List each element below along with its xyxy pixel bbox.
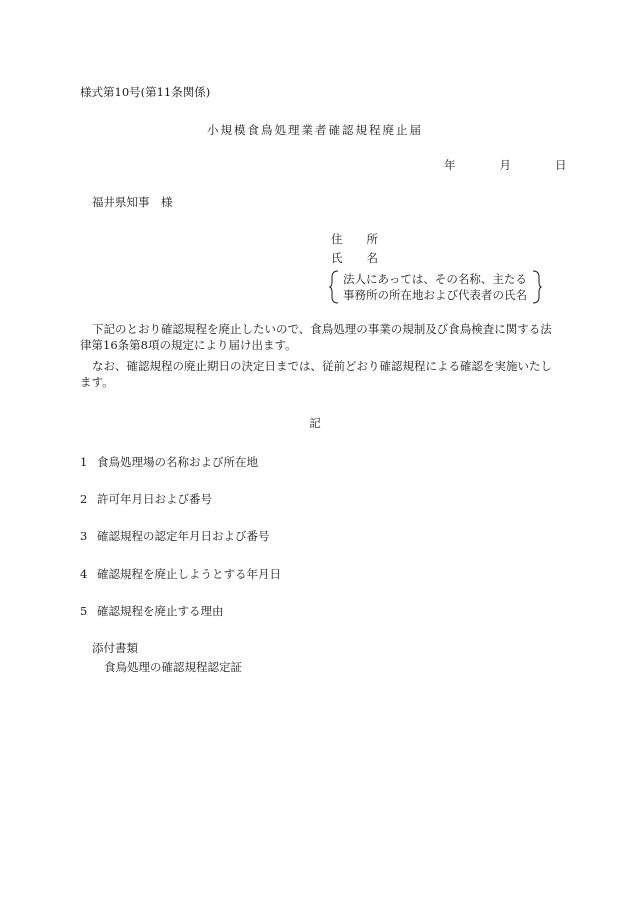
name-label: 氏 名 [331, 251, 378, 265]
list-item: 4 確認規程を廃止しようとする年月日 [80, 567, 281, 581]
addressee: 福井県知事 様 [92, 195, 173, 209]
list-item: 3 確認規程の認定年月日および番号 [80, 529, 270, 543]
date-month-label: 月 [499, 158, 511, 172]
attachments-item: 食鳥処理の確認規程認定証 [104, 660, 242, 674]
address-label: 住 所 [331, 232, 378, 246]
corporation-note [329, 270, 542, 304]
list-item: 1 食鳥処理場の名称および所在地 [80, 455, 258, 469]
corporation-note-line-2: 事務所の所在地および代表者の氏名 [343, 288, 527, 302]
corporation-note-line-1: 法人にあっては、その名称、主たる [343, 272, 527, 286]
date-year-label: 年 [444, 158, 456, 172]
list-item: 5 確認規程を廃止する理由 [80, 604, 224, 618]
ki-heading: 記 [309, 416, 321, 430]
form-number-label: 様式第10号(第11条関係) [80, 85, 211, 99]
document-title: 小規模食鳥処理業者確認規程廃止届 [207, 123, 423, 137]
body-paragraph-1: 下記のとおり確認規程を廃止したいので、食鳥処理の事業の規制及び食鳥検査に関する法律第16条第8項の規定により届け出ます。 [80, 322, 552, 353]
attachments-heading: 添付書類 [92, 641, 138, 655]
body-paragraph-2: なお、確認規程の廃止期日の決定日までは、従前どおり確認規程による確認を実施いたします。 [80, 359, 552, 390]
date-line [444, 157, 567, 173]
date-day-label: 日 [555, 158, 567, 172]
list-item: 2 許可年月日および番号 [80, 492, 212, 506]
